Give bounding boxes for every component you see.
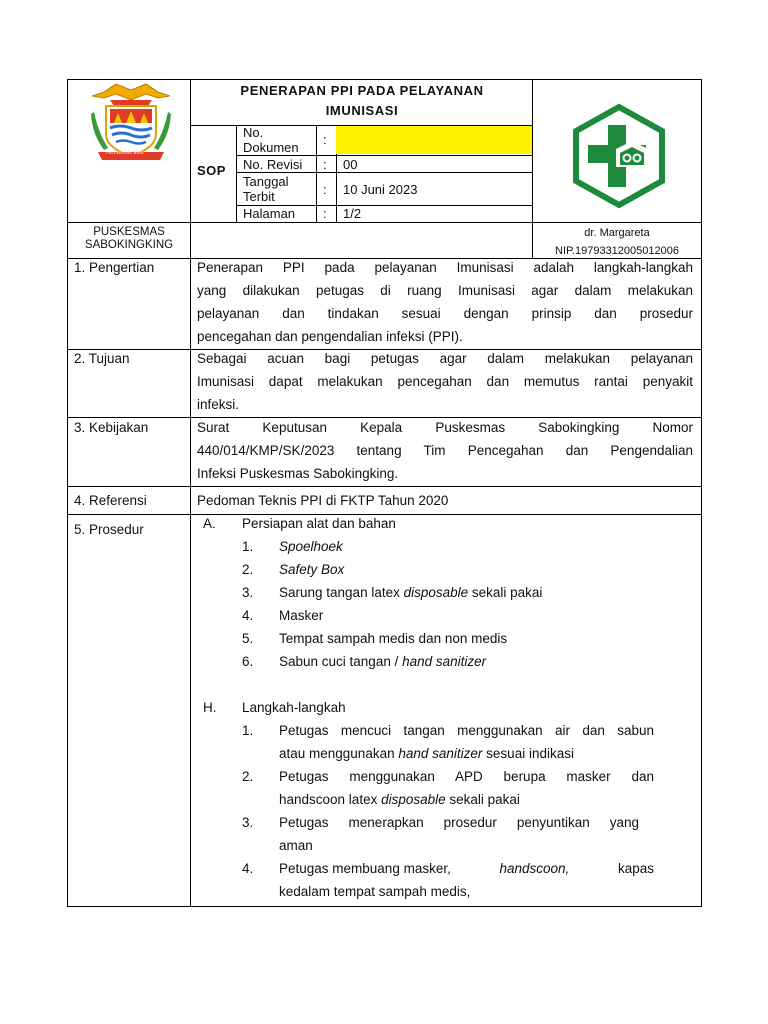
step-2-line-2: handscoon latex disposable sekali pakai — [279, 792, 520, 807]
meta-left-divider — [236, 125, 237, 222]
section-label-referensi: 4. Referensi — [74, 493, 147, 508]
kebijakan-line-1: Surat Keputusan Kepala Puskesmas Sabokingking Nomor — [197, 420, 693, 435]
meta-row-line-2 — [236, 172, 532, 173]
step-4-line-2: kedalam tempat sampah medis, — [279, 884, 471, 899]
border-left — [67, 79, 68, 907]
step-1-line-2: atau menggunakan hand sanitizer sesuai indikasi — [279, 746, 574, 761]
org-name-line-1: PUSKESMAS — [93, 226, 165, 238]
meta-colon-date: : — [323, 182, 327, 197]
doc-number-highlight — [336, 126, 532, 154]
group-h-letter: H. — [203, 700, 217, 715]
step-1-line-1: Petugas mencuci tangan menggunakan air dan sabun — [279, 723, 654, 738]
border-bottom — [67, 906, 702, 907]
prep-item-5-num: 5. — [242, 631, 254, 646]
group-h-title: Langkah-langkah — [242, 700, 346, 715]
section-label-pengertian: 1. Pengertian — [74, 260, 155, 275]
prep-item-6-num: 6. — [242, 654, 254, 669]
prep-item-3-num: 3. — [242, 585, 254, 600]
meta-value-revision: 00 — [343, 157, 358, 172]
prep-item-2: Safety Box — [279, 562, 345, 577]
step-2-num: 2. — [242, 769, 254, 784]
step-3-line-2: aman — [279, 838, 313, 853]
puskesmas-logo — [566, 103, 672, 209]
meta-label-divider — [316, 125, 317, 222]
signer-name: dr. Margareta — [584, 227, 650, 239]
step-3-num: 3. — [242, 815, 254, 830]
meta-colon-revision: : — [323, 157, 327, 172]
pengertian-line-3: pelayanan dan tindakan sesuai dengan prinsip dan prosedur — [197, 306, 693, 321]
section-label-kebijakan: 3. Kebijakan — [74, 420, 149, 435]
prep-item-1-num: 1. — [242, 539, 254, 554]
kebijakan-line-2: 440/014/KMP/SK/2023 tentang Tim Pencegahan dan Pengendalian — [197, 443, 693, 458]
step-4-num: 4. — [242, 861, 254, 876]
emblem-caption: PALEMBANG BARI — [106, 150, 144, 155]
prep-item-2-num: 2. — [242, 562, 254, 577]
section-label-prosedur: 5. Prosedur — [74, 522, 144, 537]
meta-row-line-1 — [236, 155, 532, 156]
referensi-text: Pedoman Teknis PPI di FKTP Tahun 2020 — [197, 493, 449, 508]
meta-label-date-2: Terbit — [243, 189, 275, 204]
prep-item-1: Spoelhoek — [279, 539, 343, 554]
section-divider-3 — [67, 486, 702, 487]
signer-nip: NIP.19793312005012006 — [555, 245, 679, 257]
meta-label-doc-number-1: No. — [243, 125, 264, 140]
label-column-divider — [190, 79, 191, 907]
prep-item-4: Masker — [279, 608, 324, 623]
org-name-line-2: SABOKINGKING — [84, 239, 174, 251]
meta-label-date-1: Tanggal — [243, 174, 289, 189]
meta-colon-page: : — [323, 206, 327, 221]
group-a-letter: A. — [203, 516, 216, 531]
tujuan-line-3: infeksi. — [197, 397, 240, 412]
meta-label-doc-number-2: Dokumen — [243, 140, 299, 155]
header-row-divider — [67, 222, 702, 223]
tujuan-line-2: Imunisasi dapat melakukan pencegahan dan memutus rantai penyakit — [197, 374, 693, 389]
group-a-title: Persiapan alat dan bahan — [242, 516, 396, 531]
prep-item-4-num: 4. — [242, 608, 254, 623]
meta-colon-doc-number: : — [323, 132, 327, 147]
sop-title-line-1: PENERAPAN PPI PADA PELAYANAN — [240, 83, 484, 98]
pengertian-line-2: yang dilakukan petugas di ruang Imunisasi agar dalam melakukan — [197, 283, 693, 298]
pengertian-line-1: Penerapan PPI pada pelayanan Imunisasi adalah langkah-langkah — [197, 260, 693, 275]
prep-item-6: Sabun cuci tangan / hand sanitizer — [279, 654, 487, 669]
meta-label-page: Halaman — [243, 206, 296, 221]
meta-value-page: 1/2 — [343, 206, 362, 221]
sop-label: SOP — [197, 163, 226, 178]
step-1-num: 1. — [242, 723, 254, 738]
tujuan-line-1: Sebagai acuan bagi petugas agar dalam melakukan pelayanan — [197, 351, 693, 366]
sop-title-line-2: IMUNISASI — [325, 103, 399, 118]
section-label-tujuan: 2. Tujuan — [74, 351, 130, 366]
kebijakan-line-3: Infeksi Puskesmas Sabokingking. — [197, 466, 399, 481]
prep-item-5: Tempat sampah medis dan non medis — [279, 631, 508, 646]
border-right — [701, 79, 702, 907]
step-4-line-1: Petugas membuang masker, handscoon, kapas — [279, 861, 654, 876]
meta-value-date: 10 Juni 2023 — [343, 182, 418, 197]
step-3-line-1: Petugas menerapkan prosedur penyuntikan yang — [279, 815, 639, 830]
meta-label-revision: No. Revisi — [243, 157, 303, 172]
step-2-line-1: Petugas menggunakan APD berupa masker dan — [279, 769, 654, 784]
pengertian-line-4: pencegahan dan pengendalian infeksi (PPI). — [197, 329, 463, 344]
prep-item-3: Sarung tangan latex disposable sekali pakai — [279, 585, 543, 600]
